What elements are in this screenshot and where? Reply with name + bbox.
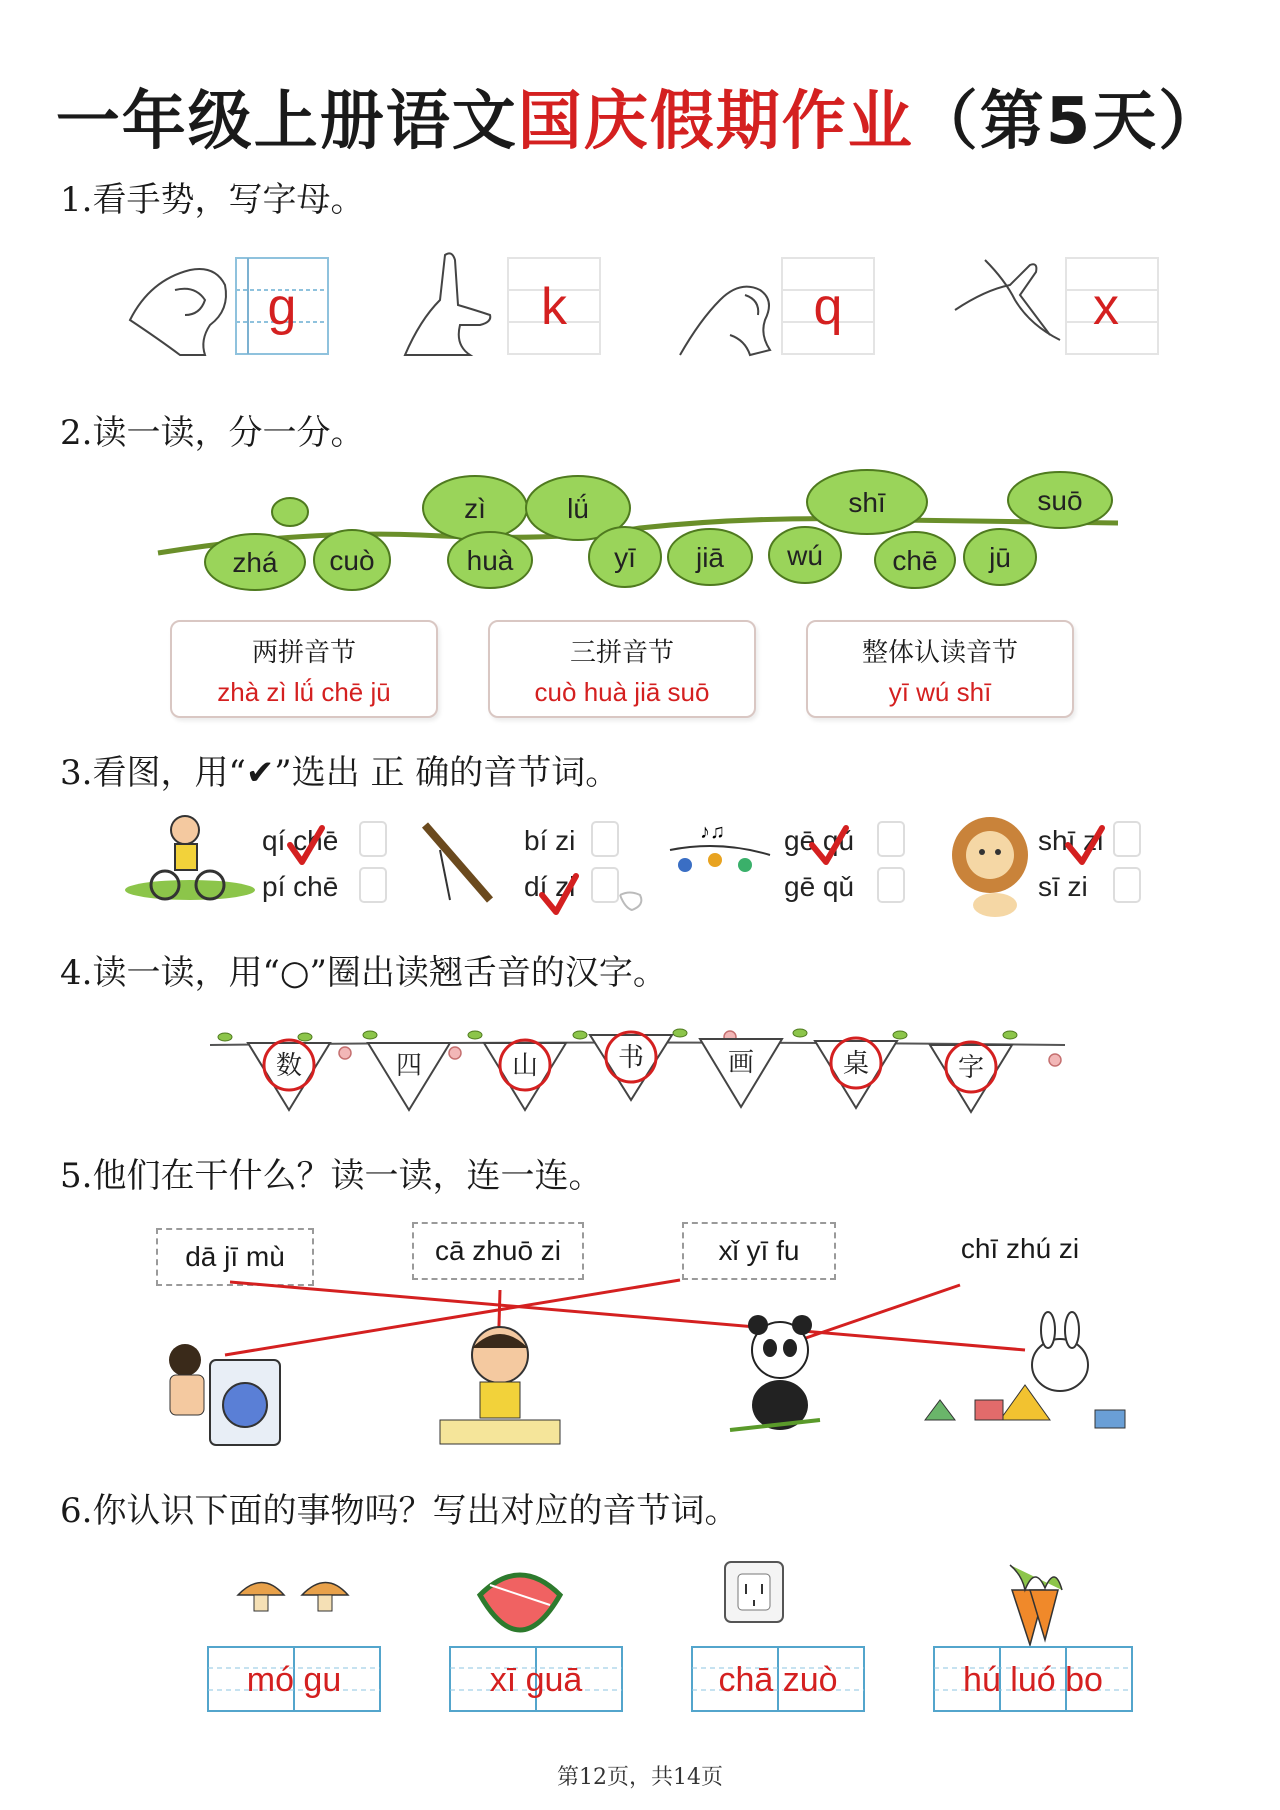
question-2-heading: 2.读一读，分一分。 xyxy=(60,413,365,453)
leaf-syllable: lǘ xyxy=(567,493,589,524)
question-3-pictures xyxy=(0,810,1280,920)
lion-icon xyxy=(952,817,1028,917)
q6-answer-grids xyxy=(0,1645,1280,1715)
answer-letter-4: x xyxy=(1093,278,1119,336)
q6-illustrations xyxy=(0,1550,1280,1650)
flag-char: 山 xyxy=(511,1050,539,1080)
word-box: dā jī mù xyxy=(156,1228,314,1286)
leaf-syllable: yī xyxy=(614,542,636,573)
flag-char: 四 xyxy=(395,1050,423,1080)
word-box: cā zhuō zi xyxy=(412,1222,584,1280)
title-part-1: 一年级上册语文 xyxy=(55,85,518,159)
leaf-syllable: shī xyxy=(848,487,886,518)
question-6-heading: 6.你认识下面的事物吗？写出对应的音节词。 xyxy=(60,1491,739,1531)
category-title: 三拼音节 xyxy=(569,638,674,668)
answer-letter-2: k xyxy=(541,278,567,336)
category-title: 整体认读音节 xyxy=(861,638,1018,668)
leaf-syllable: cuò xyxy=(329,545,375,576)
flute-icon xyxy=(425,825,490,900)
matching-area xyxy=(0,1270,1280,1460)
category-answers: zhà zì lǘ chē jū xyxy=(217,677,391,707)
flag-char: 数 xyxy=(275,1050,303,1080)
category-answers: cuò huà jiā suō xyxy=(534,677,710,707)
star-sparkle-icon xyxy=(620,893,641,911)
leaf-syllable: jū xyxy=(989,542,1011,573)
leaf-syllable: suō xyxy=(1037,485,1083,516)
question-4-heading: 4.读一读，用“○”圈出读翘舌音的汉字。 xyxy=(60,953,667,993)
question-5-heading: 5.他们在干什么？读一读，连一连。 xyxy=(60,1156,603,1196)
hand-gesture-g-icon xyxy=(130,269,226,355)
category-box-whole-read xyxy=(806,620,1074,718)
category-title: 两拼音节 xyxy=(251,638,356,668)
option-text: pí chē xyxy=(262,871,339,902)
bunny-building-blocks-icon xyxy=(925,1312,1125,1428)
question-1-area xyxy=(0,240,1280,370)
word-box: xǐ yī fu xyxy=(682,1222,836,1280)
option-text: sī zi xyxy=(1038,871,1088,902)
vine-illustration xyxy=(0,460,1280,610)
wiping-table-icon xyxy=(440,1327,560,1444)
boy-riding-bike-icon xyxy=(125,816,255,900)
option-text: shī zi xyxy=(1038,825,1104,856)
category-answers: yī wú shī xyxy=(888,677,992,707)
leaf-syllable: huà xyxy=(466,545,514,576)
category-box-three-part xyxy=(488,620,756,718)
title-part-2: （第5天） xyxy=(913,85,1225,159)
option-text: gē qǔ xyxy=(784,825,855,856)
option-text: gē qǔ xyxy=(784,871,855,902)
word-box: chī zhú zi xyxy=(960,1233,1080,1264)
question-3-heading: 3.看图，用“✔”选出 正 确的音节词。 xyxy=(60,753,620,793)
hand-gestures xyxy=(0,240,1280,370)
leaf-vine xyxy=(0,460,1280,610)
option-text: qí chē xyxy=(262,825,339,856)
answer-syllables: xī guā xyxy=(489,1661,583,1699)
watermelon-icon xyxy=(480,1575,560,1630)
title-part-red: 国庆假期作业 xyxy=(517,85,914,159)
flag-char: 桌 xyxy=(842,1048,870,1078)
carrot-icon xyxy=(1010,1565,1062,1645)
leaf-syllable: zì xyxy=(464,493,486,524)
page-footer: 第12页，共14页 xyxy=(557,1765,723,1790)
question-1-heading: 1.看手势，写字母。 xyxy=(60,180,365,220)
answer-letter-3: q xyxy=(813,278,843,336)
socket-icon xyxy=(725,1562,783,1622)
answer-syllables: hú luó bo xyxy=(963,1661,1103,1699)
flag-char: 字 xyxy=(957,1052,985,1082)
option-text: bí zi xyxy=(524,825,576,856)
svg-text:♪♫: ♪♫ xyxy=(700,821,725,843)
answer-syllables: chā zuò xyxy=(718,1661,838,1699)
hand-gesture-x-icon xyxy=(955,260,1060,340)
flag-char: 书 xyxy=(617,1042,645,1072)
category-box-two-part xyxy=(170,620,438,718)
page-title xyxy=(0,70,1280,162)
hand-gesture-k-icon xyxy=(405,253,490,355)
answer-syllables: mó gu xyxy=(246,1661,342,1699)
washing-clothes-icon xyxy=(169,1344,280,1445)
option-text: dí zi xyxy=(524,871,576,902)
bunting-illustration xyxy=(0,1015,1280,1125)
music-notes-icon xyxy=(670,821,770,872)
flag-bunting xyxy=(0,1015,1280,1125)
leaf-syllable: chē xyxy=(892,545,938,576)
matching-illustration xyxy=(0,1270,1280,1460)
mushroom-icon xyxy=(238,1583,348,1612)
answer-letter-1: g xyxy=(267,278,297,336)
panda-eating-bamboo-icon xyxy=(730,1315,820,1430)
leaf-syllable: jiā xyxy=(695,542,725,573)
leaf-syllable: zhá xyxy=(232,547,278,578)
q3-illustrations xyxy=(0,810,1280,920)
hand-gesture-q-icon xyxy=(680,287,770,355)
leaf-syllable: wú xyxy=(787,540,823,571)
flag-char: 画 xyxy=(727,1047,755,1077)
